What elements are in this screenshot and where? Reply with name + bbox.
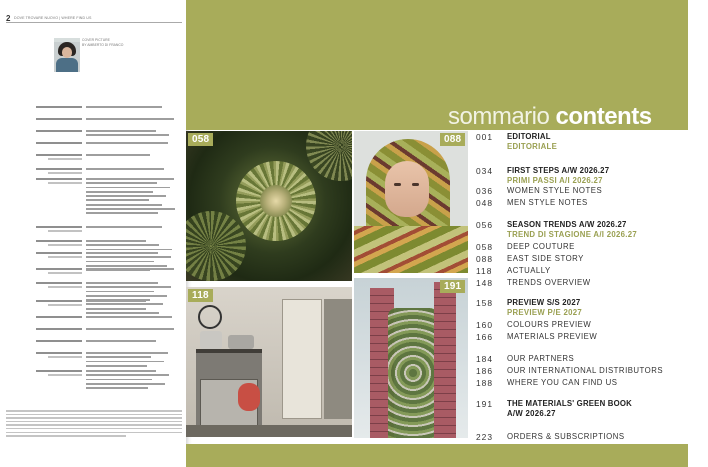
table-of-contents	[476, 126, 688, 444]
credit-block	[6, 226, 182, 236]
credit-block	[6, 130, 182, 140]
toc-page-number: 223	[476, 432, 493, 442]
toc-subtitle: PRIMI PASSI A/I 2026.27	[507, 176, 603, 185]
credit-block	[6, 268, 182, 278]
toc-subtitle: A/W 2026.27	[507, 409, 556, 418]
credit-block	[6, 300, 182, 310]
credit-block	[6, 118, 182, 128]
legal-disclaimer	[6, 410, 182, 439]
page-header: DOVE TROVARE NUOVO | WHERE FIND US	[14, 16, 92, 20]
title-italian: sommario	[448, 103, 550, 130]
credit-block	[6, 154, 182, 164]
toc-title: MATERIALS PREVIEW	[507, 332, 598, 341]
toc-page-number: 118	[476, 266, 493, 276]
toc-page-number: 048	[476, 198, 493, 208]
credit-block	[6, 316, 182, 326]
toc-page-number: 191	[476, 399, 493, 409]
photo-sea-anemone	[186, 131, 352, 281]
toc-title: OUR PARTNERS	[507, 354, 575, 363]
toc-subtitle: PREVIEW P/E 2027	[507, 308, 583, 317]
header-rule	[6, 22, 182, 23]
toc-title: TRENDS OVERVIEW	[507, 278, 591, 287]
footer-band	[186, 444, 688, 467]
credit-block	[6, 240, 182, 250]
credit-block	[6, 252, 182, 262]
title-english: contents	[555, 103, 652, 130]
toc-title: EAST SIDE STORY	[507, 254, 584, 263]
toc-subtitle: EDITORIALE	[507, 142, 558, 151]
toc-title: MEN STYLE NOTES	[507, 198, 588, 207]
toc-page-number: 186	[476, 366, 493, 376]
toc-title: DEEP COUTURE	[507, 242, 575, 251]
toc-title: WOMEN STYLE NOTES	[507, 186, 603, 195]
toc-title: OUR INTERNATIONAL DISTRIBUTORS	[507, 366, 664, 375]
toc-page-number: 160	[476, 320, 493, 330]
credit-block	[6, 168, 182, 178]
toc-page-number: 148	[476, 278, 493, 288]
toc-title: ACTUALLY	[507, 266, 551, 275]
toc-page-number: 184	[476, 354, 493, 364]
cover-thumbnail	[54, 38, 80, 72]
toc-page-number: 188	[476, 378, 493, 388]
toc-page-number: 166	[476, 332, 493, 342]
toc-title: SEASON TRENDS A/W 2026.27	[507, 220, 627, 229]
toc-page-number: 001	[476, 132, 493, 142]
toc-page-number: 158	[476, 298, 493, 308]
toc-title: COLOURS PREVIEW	[507, 320, 592, 329]
photo-page-tag: 088	[440, 133, 465, 146]
credit-block	[6, 328, 182, 338]
toc-title: FIRST STEPS A/W 2026.27	[507, 166, 610, 175]
credit-block	[6, 340, 182, 350]
toc-page-number: 058	[476, 242, 493, 252]
page-number: 2	[6, 14, 11, 23]
toc-title: PREVIEW S/S 2027	[507, 298, 581, 307]
toc-title: THE MATERIALS' GREEN BOOK	[507, 399, 632, 408]
photo-green-towers	[354, 278, 468, 438]
toc-page-number: 056	[476, 220, 493, 230]
credit-block	[6, 282, 182, 292]
toc-title: WHERE YOU CAN FIND US	[507, 378, 618, 387]
credit-block	[6, 352, 182, 362]
credit-block	[6, 370, 182, 380]
credit-block	[6, 178, 182, 188]
credit-block	[6, 106, 182, 116]
photo-page-tag: 191	[440, 280, 465, 293]
toc-subtitle: TREND DI STAGIONE A/I 2026.27	[507, 230, 638, 239]
left-page	[0, 0, 186, 467]
photo-page-tag: 058	[188, 133, 213, 146]
credit-block	[6, 142, 182, 152]
photo-hooded-model	[354, 131, 468, 273]
toc-title: ORDERS & SUBSCRIPTIONS	[507, 432, 625, 441]
photo-kitchen	[186, 287, 352, 437]
toc-page-number: 036	[476, 186, 493, 196]
toc-page-number: 088	[476, 254, 493, 264]
toc-page-number: 034	[476, 166, 493, 176]
photo-page-tag: 118	[188, 289, 213, 302]
cover-caption: COVER PICTURE BY AMBERTO DI FRANCO	[82, 38, 124, 47]
toc-title: EDITORIAL	[507, 132, 551, 141]
